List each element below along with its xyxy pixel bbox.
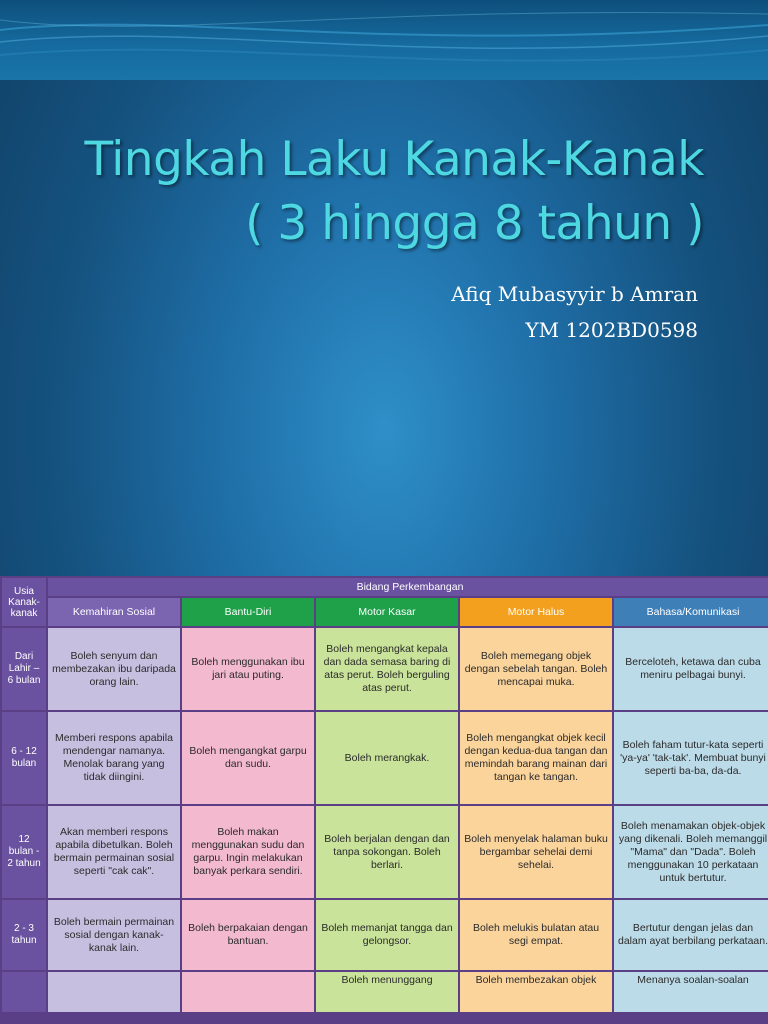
bantu-diri-cell: Boleh mengangkat garpu dan sudu.	[182, 712, 314, 804]
bahasa-cell: Menanya soalan-soalan	[614, 972, 768, 1012]
development-table	[0, 576, 768, 1014]
title-line-1: Tingkah Laku Kanak-Kanak	[84, 132, 704, 187]
bantu-diri-cell	[182, 972, 314, 1012]
column-header-motor-kasar: Motor Kasar	[316, 598, 458, 626]
sosial-cell: Akan memberi respons apabila dibetulkan. Boleh bermain permainan sosial seperti "cak cak".	[48, 806, 180, 898]
author-name: Afiq Mubasyyir b Amran	[451, 282, 698, 306]
motor-halus-cell: Boleh membezakan objek	[460, 972, 612, 1012]
age-cell	[2, 972, 46, 1012]
motor-halus-cell: Boleh menyelak halaman buku bergambar sehelai demi sehelai.	[460, 806, 612, 898]
motor-kasar-cell: Boleh memanjat tangga dan gelongsor.	[316, 900, 458, 970]
slide-subtitle	[98, 276, 698, 348]
motor-kasar-cell: Boleh merangkak.	[316, 712, 458, 804]
bahasa-cell: Boleh menamakan objek-objek yang dikenali. Boleh memanggil "Mama" dan "Dada". Boleh menggunakan 10 perkataan untuk bertutur.	[614, 806, 768, 898]
age-cell: 12 bulan - 2 tahun	[2, 806, 46, 898]
sosial-cell: Memberi respons apabila mendengar namanya. Menolak barang yang tidak diingini.	[48, 712, 180, 804]
top-decorative-band	[0, 0, 768, 80]
motor-halus-cell: Boleh memegang objek dengan sebelah tangan. Boleh mencapai muka.	[460, 628, 612, 710]
table-row	[2, 806, 768, 898]
slide-title	[4, 128, 704, 256]
age-cell: Dari Lahir – 6 bulan	[2, 628, 46, 710]
table-row	[2, 712, 768, 804]
age-header: Usia Kanak-kanak	[2, 578, 46, 626]
motor-kasar-cell: Boleh mengangkat kepala dan dada semasa baring di atas perut. Boleh berguling atas perut.	[316, 628, 458, 710]
student-id: YM 1202BD0598	[525, 318, 698, 342]
column-header-bantu-diri: Bantu-Diri	[182, 598, 314, 626]
bahasa-cell: Boleh faham tutur-kata seperti 'ya-ya' 'tak-tak'. Membuat bunyi seperti ba-ba, da-da.	[614, 712, 768, 804]
bahasa-cell: Berceloteh, ketawa dan cuba meniru pelbagai bunyi.	[614, 628, 768, 710]
table-row	[2, 628, 768, 710]
bantu-diri-cell: Boleh berpakaian dengan bantuan.	[182, 900, 314, 970]
column-header-sosial: Kemahiran Sosial	[48, 598, 180, 626]
field-header: Bidang Perkembangan	[48, 578, 768, 596]
table-row	[2, 972, 768, 1012]
age-cell: 2 - 3 tahun	[2, 900, 46, 970]
motor-kasar-cell: Boleh menunggang	[316, 972, 458, 1012]
motor-kasar-cell: Boleh berjalan dengan dan tanpa sokongan. Boleh berlari.	[316, 806, 458, 898]
column-header-bahasa: Bahasa/Komunikasi	[614, 598, 768, 626]
table-row	[2, 900, 768, 970]
sosial-cell: Boleh bermain permainan sosial dengan kanak-kanak lain.	[48, 900, 180, 970]
motor-halus-cell: Boleh mengangkat objek kecil dengan kedua-dua tangan dan memindah barang mainan dari tangan ke tangan.	[460, 712, 612, 804]
wave-decoration	[0, 0, 768, 80]
title-line-2: ( 3 hingga 8 tahun )	[245, 196, 704, 251]
sosial-cell: Boleh senyum dan membezakan ibu daripada orang lain.	[48, 628, 180, 710]
bantu-diri-cell: Boleh makan menggunakan sudu dan garpu. Ingin melakukan banyak perkara sendiri.	[182, 806, 314, 898]
column-header-motor-halus: Motor Halus	[460, 598, 612, 626]
development-table-image	[0, 576, 768, 1024]
motor-halus-cell: Boleh melukis bulatan atau segi empat.	[460, 900, 612, 970]
bantu-diri-cell: Boleh menggunakan ibu jari atau puting.	[182, 628, 314, 710]
sosial-cell	[48, 972, 180, 1012]
age-cell: 6 - 12 bulan	[2, 712, 46, 804]
bahasa-cell: Bertutur dengan jelas dan dalam ayat berbilang perkataan.	[614, 900, 768, 970]
